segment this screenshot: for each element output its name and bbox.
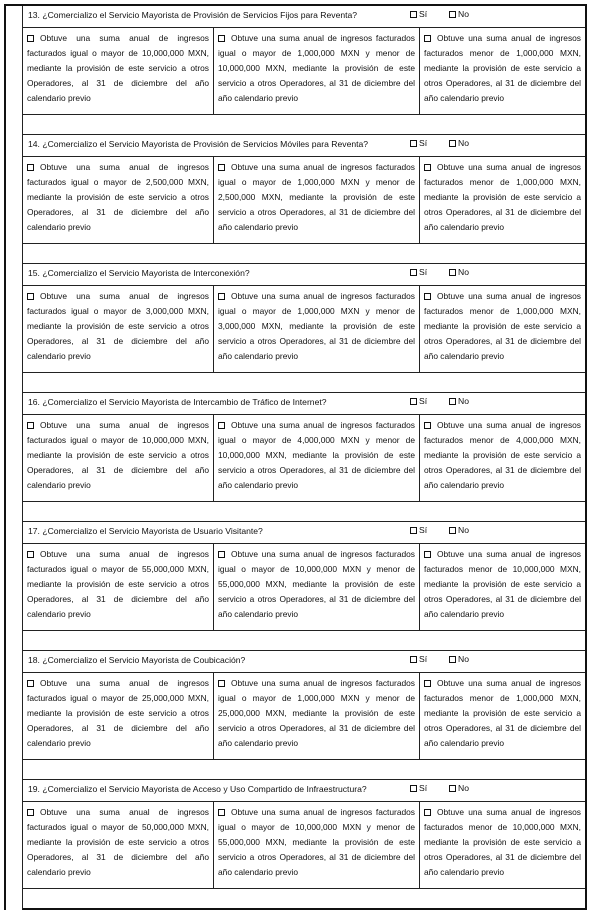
no-checkbox[interactable]: No (449, 138, 469, 148)
question-block-17 (4, 522, 587, 651)
question-text: 17. ¿Comercializo el Servicio Mayorista de Usuario Visitante? (28, 526, 263, 536)
option-low[interactable]: Obtuve una suma anual de ingresos facturados menor de 1,000,000 MXN, mediante la provisión de este servicio a otros Operadores, al 31 de diciembre del año calendario previo (424, 162, 581, 232)
yes-checkbox[interactable]: Sí (410, 138, 427, 148)
question-text: 13. ¿Comercializo el Servicio Mayorista de Provisión de Servicios Fijos para Reventa? (28, 10, 358, 20)
checkbox-icon (449, 11, 456, 18)
option-mid[interactable]: Obtuve una suma anual de ingresos facturados igual o mayor de 1,000,000 MXN y menor de 2,500,000 MXN, mediante la provisión de este servicio a otros Operadores, al 31 de diciembre del año calendario previo (214, 157, 420, 243)
yes-checkbox[interactable]: Sí (410, 396, 427, 406)
checkbox-icon[interactable] (424, 551, 431, 558)
spacer-row (22, 373, 585, 393)
question-block-15 (4, 264, 587, 393)
option-mid[interactable]: Obtuve una suma anual de ingresos facturados igual o mayor de 4,000,000 MXN y menor de 10,000,000 MXN, mediante la provisión de este servicio a otros Operadores, al 31 de diciembre del año calendario previo (214, 415, 420, 501)
options-row (22, 157, 585, 244)
question-row (22, 780, 585, 802)
option-high[interactable]: Obtuve una suma anual de ingresos facturados igual o mayor de 55,000,000 MXN, mediante la provisión de este servicio a otros Operadores, al 31 de diciembre del año calendario previo (23, 544, 214, 630)
checkbox-icon[interactable] (27, 422, 34, 429)
question-row (22, 522, 585, 544)
option-mid[interactable]: Obtuve una suma anual de ingresos facturados igual o mayor de 1,000,000 MXN y menor de 3,000,000 MXN, mediante la provisión de este servicio a otros Operadores, al 31 de diciembre del año calendario previo (214, 286, 420, 372)
question-text: 15. ¿Comercializo el Servicio Mayorista de Interconexión? (28, 268, 250, 278)
checkbox-icon (410, 269, 417, 276)
checkbox-icon[interactable] (218, 35, 225, 42)
no-checkbox[interactable]: No (449, 783, 469, 793)
options-row (22, 802, 585, 889)
option-low[interactable]: Obtuve una suma anual de ingresos facturados menor de 1,000,000 MXN, mediante la provisión de este servicio a otros Operadores, al 31 de diciembre del año calendario previo (424, 291, 581, 361)
options-row (22, 544, 585, 631)
option-low[interactable]: Obtuve una suma anual de ingresos facturados menor de 4,000,000 MXN, mediante la provisión de este servicio a otros Operadores, al 31 de diciembre del año calendario previo (424, 420, 581, 490)
checkbox-icon (410, 527, 417, 534)
option-high[interactable]: Obtuve una suma anual de ingresos facturados igual o mayor de 10,000,000 MXN, mediante la provisión de este servicio a otros Operadores, al 31 de diciembre del año calendario previo (23, 28, 214, 114)
checkbox-icon[interactable] (218, 293, 225, 300)
question-block-13 (4, 4, 587, 135)
checkbox-icon (410, 785, 417, 792)
option-high[interactable]: Obtuve una suma anual de ingresos facturados igual o mayor de 3,000,000 MXN, mediante la provisión de este servicio a otros Operadores, al 31 de diciembre del año calendario previo (23, 286, 214, 372)
checkbox-icon[interactable] (27, 551, 34, 558)
question-block-16 (4, 393, 587, 522)
spacer-row (22, 502, 585, 522)
spacer-row (22, 115, 585, 135)
checkbox-icon[interactable] (218, 422, 225, 429)
question-block-19 (4, 780, 587, 910)
option-high[interactable]: Obtuve una suma anual de ingresos facturados igual o mayor de 10,000,000 MXN, mediante la provisión de este servicio a otros Operadores, al 31 de diciembre del año calendario previo (23, 415, 214, 501)
checkbox-icon (449, 656, 456, 663)
option-mid[interactable]: Obtuve una suma anual de ingresos facturados igual o mayor de 10,000,000 MXN y menor de 55,000,000 MXN, mediante la provisión de este servicio a otros Operadores, al 31 de diciembre del año calendario previo (214, 544, 420, 630)
question-row (22, 651, 585, 673)
question-block-14 (4, 135, 587, 264)
options-row (22, 673, 585, 760)
options-row (22, 28, 585, 115)
checkbox-icon (449, 140, 456, 147)
checkbox-icon[interactable] (27, 293, 34, 300)
checkbox-icon[interactable] (424, 422, 431, 429)
checkbox-icon (449, 398, 456, 405)
spacer-row (22, 889, 585, 910)
option-high[interactable]: Obtuve una suma anual de ingresos facturados igual o mayor de 2,500,000 MXN, mediante la provisión de este servicio a otros Operadores, al 31 de diciembre del año calendario previo (23, 157, 214, 243)
checkbox-icon[interactable] (27, 680, 34, 687)
question-text: 18. ¿Comercializo el Servicio Mayorista de Coubicación? (28, 655, 246, 665)
wholesale-services-form (4, 4, 587, 910)
checkbox-icon[interactable] (424, 293, 431, 300)
options-row (22, 286, 585, 373)
options-row (22, 415, 585, 502)
checkbox-icon[interactable] (424, 164, 431, 171)
checkbox-icon (410, 11, 417, 18)
option-low[interactable]: Obtuve una suma anual de ingresos facturados menor de 1,000,000 MXN, mediante la provisión de este servicio a otros Operadores, al 31 de diciembre del año calendario previo (424, 678, 581, 748)
checkbox-icon[interactable] (27, 35, 34, 42)
checkbox-icon (410, 656, 417, 663)
checkbox-icon[interactable] (218, 680, 225, 687)
option-low[interactable]: Obtuve una suma anual de ingresos facturados menor de 10,000,000 MXN, mediante la provisión de este servicio a otros Operadores, al 31 de diciembre del año calendario previo (424, 549, 581, 619)
spacer-row (22, 631, 585, 651)
checkbox-icon[interactable] (27, 164, 34, 171)
option-high[interactable]: Obtuve una suma anual de ingresos facturados igual o mayor de 50,000,000 MXN, mediante la provisión de este servicio a otros Operadores, al 31 de diciembre del año calendario previo (23, 802, 214, 888)
option-low[interactable]: Obtuve una suma anual de ingresos facturados menor de 10,000,000 MXN, mediante la provisión de este servicio a otros Operadores, al 31 de diciembre del año calendario previo (424, 807, 581, 877)
checkbox-icon[interactable] (218, 551, 225, 558)
checkbox-icon (410, 398, 417, 405)
checkbox-icon[interactable] (424, 680, 431, 687)
question-row (22, 6, 585, 28)
yes-checkbox[interactable]: Sí (410, 9, 427, 19)
question-text: 16. ¿Comercializo el Servicio Mayorista de Intercambio de Tráfico de Internet? (28, 397, 327, 407)
no-checkbox[interactable]: No (449, 267, 469, 277)
option-mid[interactable]: Obtuve una suma anual de ingresos facturados igual o mayor de 10,000,000 MXN y menor de 55,000,000 MXN, mediante la provisión de este servicio a otros Operadores, al 31 de diciembre del año calendario previo (214, 802, 420, 888)
question-text: 14. ¿Comercializo el Servicio Mayorista de Provisión de Servicios Móviles para Reventa? (28, 139, 369, 149)
yes-checkbox[interactable]: Sí (410, 267, 427, 277)
checkbox-icon[interactable] (424, 809, 431, 816)
question-row (22, 135, 585, 157)
checkbox-icon (449, 269, 456, 276)
option-mid[interactable]: Obtuve una suma anual de ingresos facturados igual o mayor de 1,000,000 MXN y menor de 25,000,000 MXN, mediante la provisión de este servicio a otros Operadores, al 31 de diciembre del año calendario previo (214, 673, 420, 759)
yes-checkbox[interactable]: Sí (410, 654, 427, 664)
checkbox-icon[interactable] (27, 809, 34, 816)
option-high[interactable]: Obtuve una suma anual de ingresos facturados igual o mayor de 25,000,000 MXN, mediante la provisión de este servicio a otros Operadores, al 31 de diciembre del año calendario previo (23, 673, 214, 759)
checkbox-icon (449, 527, 456, 534)
yes-checkbox[interactable]: Sí (410, 525, 427, 535)
checkbox-icon[interactable] (424, 35, 431, 42)
checkbox-icon (449, 785, 456, 792)
question-block-18 (4, 651, 587, 780)
checkbox-icon[interactable] (218, 809, 225, 816)
no-checkbox[interactable]: No (449, 9, 469, 19)
spacer-row (22, 760, 585, 780)
checkbox-icon (410, 140, 417, 147)
no-checkbox[interactable]: No (449, 654, 469, 664)
question-row (22, 264, 585, 286)
option-low[interactable]: Obtuve una suma anual de ingresos facturados menor de 1,000,000 MXN, mediante la provisión de este servicio a otros Operadores, al 31 de diciembre del año calendario previo (424, 33, 581, 103)
yes-checkbox[interactable]: Sí (410, 783, 427, 793)
spacer-row (22, 244, 585, 264)
checkbox-icon[interactable] (218, 164, 225, 171)
question-row (22, 393, 585, 415)
option-mid[interactable]: Obtuve una suma anual de ingresos facturados igual o mayor de 1,000,000 MXN y menor de 10,000,000 MXN, mediante la provisión de este servicio a otros Operadores, al 31 de diciembre del año calendario previo (214, 28, 420, 114)
question-text: 19. ¿Comercializo el Servicio Mayorista de Acceso y Uso Compartido de Infraestructura? (28, 784, 367, 794)
no-checkbox[interactable]: No (449, 396, 469, 406)
no-checkbox[interactable]: No (449, 525, 469, 535)
